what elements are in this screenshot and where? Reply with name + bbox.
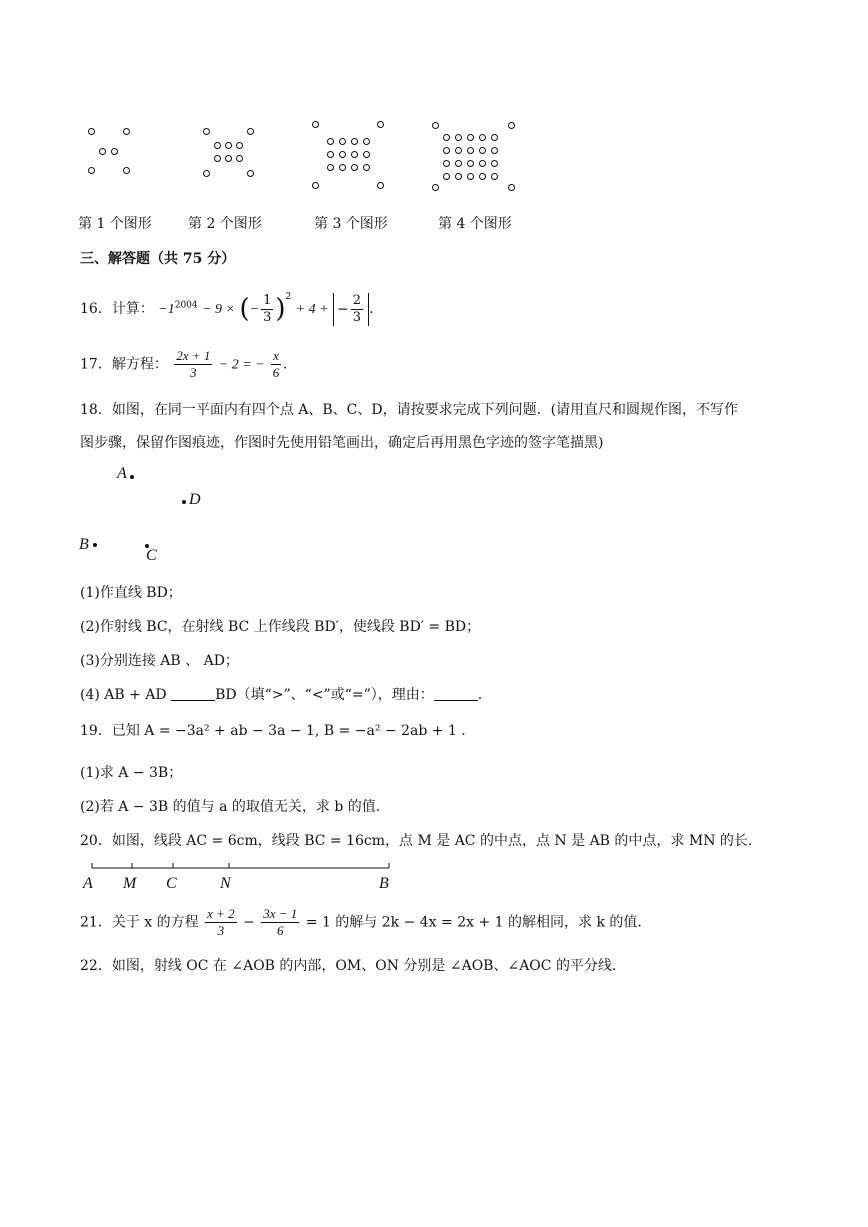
question-22: 22．如图，射线 OC 在 ∠AOB 的内部，OM、ON 分别是 ∠AOB、∠AOC 的平分线. [80,958,617,974]
point-B [93,543,97,547]
question-17: 17．解方程： $\frac{2x + 1}{3}$ − 2 = − $\frac{x}{6}$ . [80,348,288,380]
question-18-step4: (4) AB + AD BD（填“>”、“<”或“=”），理由： . [80,687,483,703]
figure-caption-4: 第 4 个图形 [438,216,512,232]
question-18-line1: 18．如图，在同一平面内有四个点 A、B、C、D，请按要求完成下列问题．(请用直尺和圆规作图，不写作 [80,402,739,418]
question-19-step2: (2)若 A − 3B 的值与 a 的取值无关，求 b 的值. [80,799,381,815]
figure-caption-1: 第 1 个图形 [78,216,152,232]
point-D [182,500,186,504]
question-18-step1: (1)作直线 BD； [80,585,182,601]
point-B-label: B [79,536,89,553]
answer-blank-1[interactable] [171,700,215,701]
segment-label-C: C [166,875,177,892]
question-18-step2: (2)作射线 BC，在射线 BC 上作线段 BD′，使线段 BD′ = BD； [80,619,481,635]
question-20-line1: 20．如图，线段 AC = 6cm，线段 BC = 16cm，点 M 是 AC 的中点，点 N 是 AB 的中点，求 MN 的长. [80,833,753,849]
section-title: 三、解答题（共 75 分） [80,251,236,267]
question-19-step1: (1)求 A − 3B； [80,765,183,781]
segment-label-M: M [123,875,137,892]
question-21: 21．关于 x 的方程 $\frac{x + 2}{3}$ − $\frac{3x - 1}{6}$ = 1 的解与 2k − 4x = 2x + 1 的解相同，求 k 的值. [80,906,642,938]
segment-label-N: N [220,875,231,892]
point-A-label: A [117,465,127,482]
question-18-line2: 图步骤，保留作图痕迹，作图时先使用铅笔画出，确定后再用黑色字迹的签字笔描黑) [80,435,604,451]
question-16: 16．计算： $-1^{2004} - 9$ × (− $\frac{1}{3}$ )$^2$ + 4 + − $\frac{2}{3}$ . [80,292,374,325]
point-C-label: C [146,547,157,564]
answer-blank-2[interactable] [434,700,478,701]
question-18-step3: (3)分别连接 AB 、 AD； [80,653,239,669]
segment-label-A: A [83,875,93,892]
segment-label-B: B [379,875,389,892]
point-D-label: D [189,491,201,508]
figure-caption-3: 第 3 个图形 [314,216,388,232]
point-A [130,475,134,479]
question-19-line1: 19．已知 A = −3a² + ab − 3a − 1, B = −a² − 2ab + 1 . [80,723,466,739]
figure-caption-2: 第 2 个图形 [188,216,262,232]
